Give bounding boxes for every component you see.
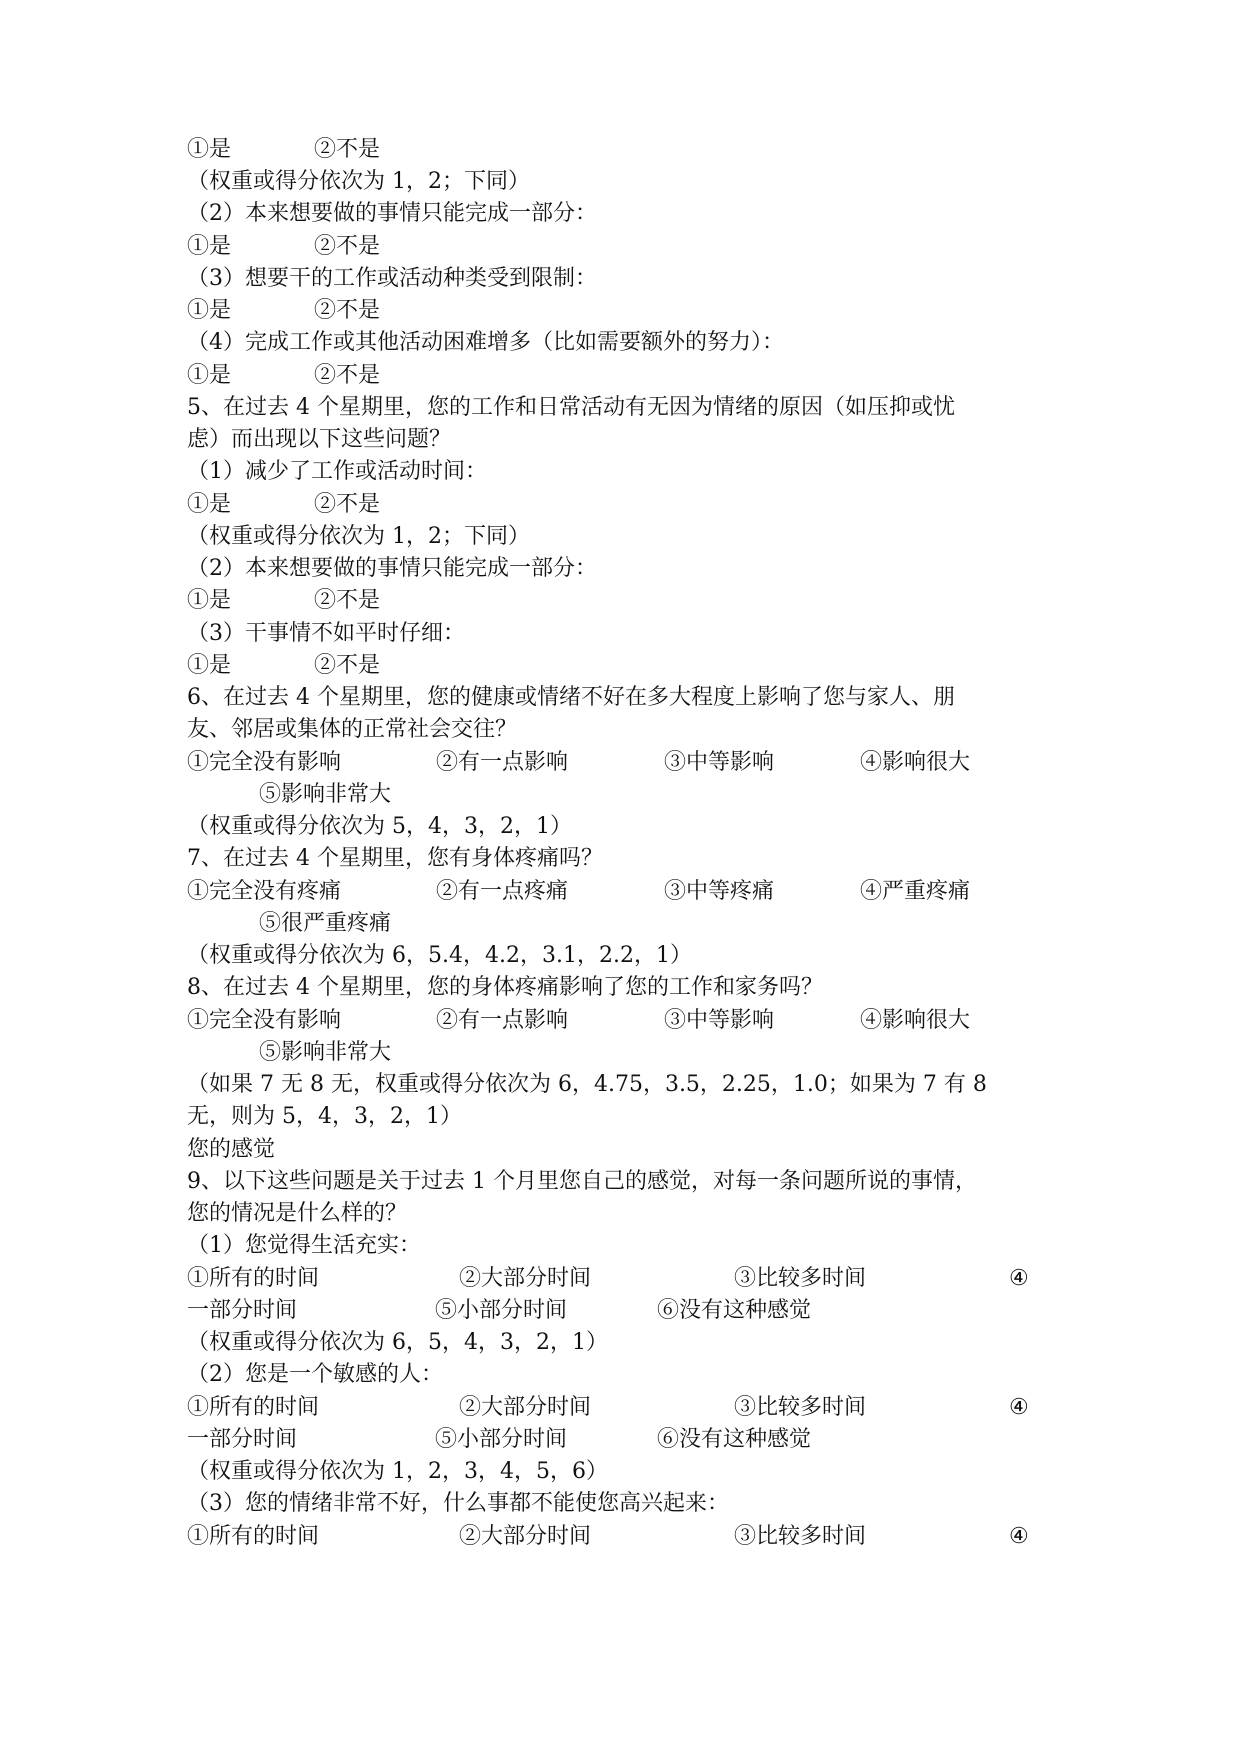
option-label: ②不是 xyxy=(314,492,381,517)
option-label: ④影响很大 xyxy=(860,1008,971,1033)
option-label: ④影响很大 xyxy=(860,750,971,775)
option-label: ①是 xyxy=(187,492,232,517)
text-line: （3）您的情绪非常不好，什么事都不能使您高兴起来： xyxy=(187,1491,729,1516)
option-label: ②有一点影响 xyxy=(436,750,569,775)
text-line: 8、在过去 4 个星期里，您的身体疼痛影响了您的工作和家务吗？ xyxy=(187,975,823,1000)
option-label: ①所有的时间 xyxy=(187,1395,320,1420)
option-label: ③比较多时间 xyxy=(734,1524,867,1549)
option-label: ②不是 xyxy=(314,234,381,259)
option-label: ②不是 xyxy=(314,298,381,323)
option-label: ①是 xyxy=(187,137,232,162)
option-label: 一部分时间 xyxy=(187,1298,298,1323)
options-line xyxy=(187,585,1087,617)
options-line xyxy=(187,1295,1087,1327)
option-label: ②有一点疼痛 xyxy=(436,879,569,904)
text-line: （权重或得分依次为 1，2，3，4，5，6） xyxy=(187,1459,608,1484)
text-line: （权重或得分依次为 1，2；下同） xyxy=(187,524,530,549)
text-line: （权重或得分依次为 6，5，4，3，2，1） xyxy=(187,1330,608,1355)
text-line: （2）本来想要做的事情只能完成一部分： xyxy=(187,556,597,581)
options-line xyxy=(187,1424,1087,1456)
options-line xyxy=(187,1005,1087,1037)
option-label: ①完全没有影响 xyxy=(187,1008,342,1033)
option-label: 一部分时间 xyxy=(187,1427,298,1452)
option-label: ①是 xyxy=(187,653,232,678)
text-line: （2）您是一个敏感的人： xyxy=(187,1362,443,1387)
text-line: （权重或得分依次为 5，4，3，2，1） xyxy=(187,814,572,839)
options-line xyxy=(187,134,1087,166)
options-line xyxy=(187,1392,1087,1424)
option-label: ②有一点影响 xyxy=(436,1008,569,1033)
option-label: ②不是 xyxy=(314,363,381,388)
option-label: ①是 xyxy=(187,298,232,323)
text-line: （如果 7 无 8 无，权重或得分依次为 6，4.75，3.5，2.25，1.0；如果为 7 有 8 xyxy=(187,1072,987,1097)
text-line: 5、在过去 4 个星期里，您的工作和日常活动有无因为情绪的原因（如压抑或忧 xyxy=(187,395,955,420)
option-label: ①是 xyxy=(187,234,232,259)
option-label: ③中等疼痛 xyxy=(664,879,775,904)
text-line: （1）减少了工作或活动时间： xyxy=(187,459,487,484)
options-line xyxy=(187,489,1087,521)
options-line xyxy=(187,779,1087,811)
option-label: ②大部分时间 xyxy=(459,1266,592,1291)
option-label: ①完全没有影响 xyxy=(187,750,342,775)
option-label: ③比较多时间 xyxy=(734,1266,867,1291)
option-label: ④ xyxy=(1009,1266,1029,1291)
options-line xyxy=(187,650,1087,682)
text-line: 您的感觉 xyxy=(187,1137,276,1162)
option-label: ②不是 xyxy=(314,137,381,162)
option-label: ①所有的时间 xyxy=(187,1524,320,1549)
option-label: ①完全没有疼痛 xyxy=(187,879,342,904)
option-label: ②不是 xyxy=(314,588,381,613)
text-line: 7、在过去 4 个星期里，您有身体疼痛吗？ xyxy=(187,846,603,871)
option-label: ③比较多时间 xyxy=(734,1395,867,1420)
text-line: 虑）而出现以下这些问题？ xyxy=(187,427,452,452)
text-line: （3）干事情不如平时仔细： xyxy=(187,621,465,646)
option-label: ①是 xyxy=(187,588,232,613)
option-label: ⑤影响非常大 xyxy=(259,782,392,807)
option-label: ①所有的时间 xyxy=(187,1266,320,1291)
option-label: ④严重疼痛 xyxy=(860,879,971,904)
option-label: ①是 xyxy=(187,363,232,388)
options-line xyxy=(187,747,1087,779)
text-line: （2）本来想要做的事情只能完成一部分： xyxy=(187,201,597,226)
option-label: ⑥没有这种感觉 xyxy=(657,1298,812,1323)
options-line xyxy=(187,1263,1087,1295)
option-label: ④ xyxy=(1009,1395,1029,1420)
text-line: 友、邻居或集体的正常社会交往？ xyxy=(187,717,518,742)
option-label: ③中等影响 xyxy=(664,1008,775,1033)
text-line: （1）您觉得生活充实： xyxy=(187,1233,421,1258)
option-label: ⑤小部分时间 xyxy=(435,1427,568,1452)
text-line: 9、以下这些问题是关于过去 1 个月里您自己的感觉，对每一条问题所说的事情， xyxy=(187,1169,977,1194)
text-line: 您的情况是什么样的？ xyxy=(187,1201,408,1226)
option-label: ⑤小部分时间 xyxy=(435,1298,568,1323)
text-line: （3）想要干的工作或活动种类受到限制： xyxy=(187,266,597,291)
text-line: （4）完成工作或其他活动困难增多（比如需要额外的努力）： xyxy=(187,330,784,355)
options-line xyxy=(187,908,1087,940)
option-label: ⑤很严重疼痛 xyxy=(259,911,392,936)
text-line: 6、在过去 4 个星期里，您的健康或情绪不好在多大程度上影响了您与家人、朋 xyxy=(187,685,955,710)
option-label: ⑥没有这种感觉 xyxy=(657,1427,812,1452)
options-line xyxy=(187,231,1087,263)
option-label: ②不是 xyxy=(314,653,381,678)
option-label: ③中等影响 xyxy=(664,750,775,775)
option-label: ⑤影响非常大 xyxy=(259,1040,392,1065)
options-line xyxy=(187,360,1087,392)
options-line xyxy=(187,1037,1087,1069)
text-line: （权重或得分依次为 6，5.4，4.2，3.1，2.2，1） xyxy=(187,943,692,968)
option-label: ②大部分时间 xyxy=(459,1395,592,1420)
options-line xyxy=(187,1521,1087,1553)
option-label: ②大部分时间 xyxy=(459,1524,592,1549)
options-line xyxy=(187,876,1087,908)
option-label: ④ xyxy=(1009,1524,1029,1549)
text-line: （权重或得分依次为 1，2；下同） xyxy=(187,169,530,194)
options-line xyxy=(187,295,1087,327)
text-line: 无，则为 5，4，3，2，1） xyxy=(187,1104,462,1129)
